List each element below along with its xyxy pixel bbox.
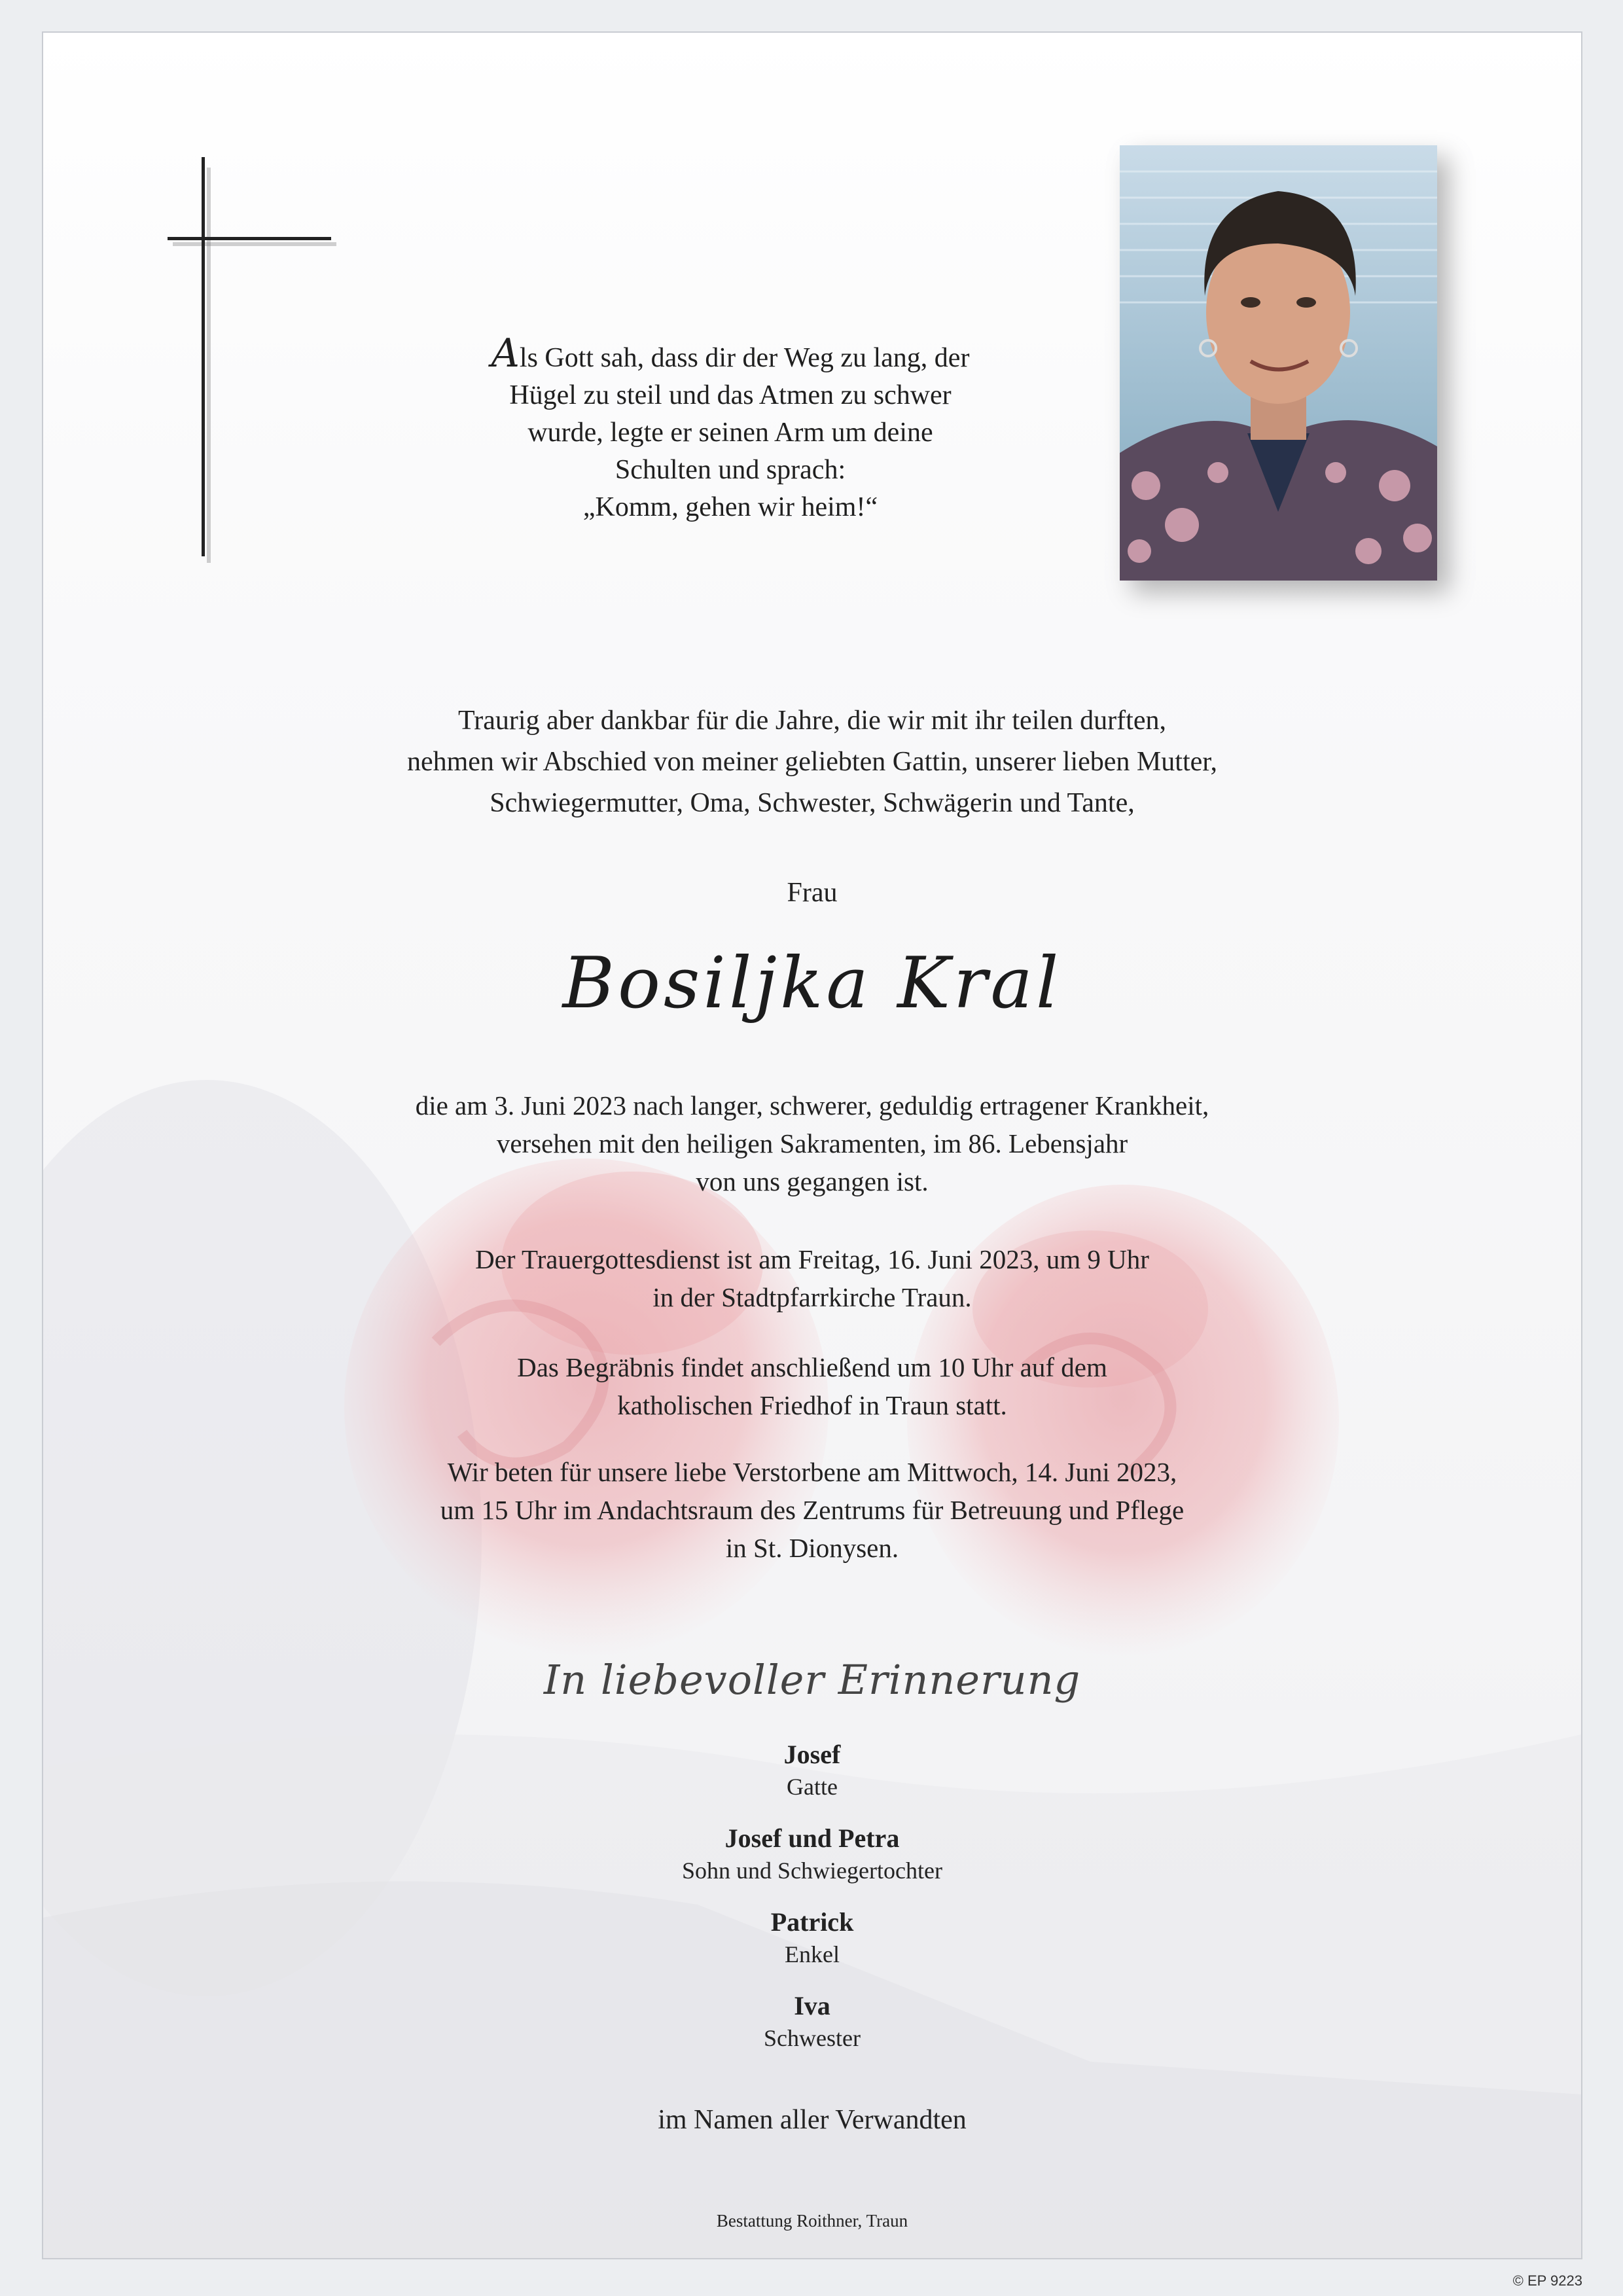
prayer-line-3: in St. Dionysen.: [725, 1533, 899, 1563]
quote-line-4: Schulten und sprach:: [615, 455, 846, 485]
print-code: © EP 9223: [1512, 2272, 1582, 2289]
mourner-relation: Enkel: [785, 1941, 840, 1967]
mourner-entry: [43, 1738, 1581, 1802]
mourners-list: [43, 1738, 1581, 2073]
quote-line-2: Hügel zu steil und das Atmen zu schwer: [509, 380, 952, 410]
mourner-name: Josef: [783, 1740, 841, 1769]
funeral-home: Bestattung Roithner, Traun: [716, 2211, 908, 2231]
funeral-mass: [43, 1240, 1581, 1316]
mourner-name: Iva: [794, 1991, 830, 2020]
intro-line-2: nehmen wir Abschied von meiner geliebten Gattin, unserer lieben Mutter,: [406, 747, 1218, 777]
quote-line-5: „Komm, gehen wir heim!“: [582, 492, 878, 522]
mourner-entry: [43, 1905, 1581, 1969]
mourner-name: Josef und Petra: [724, 1823, 900, 1853]
intro-line-3: Schwiegermutter, Oma, Schwester, Schwägerin und Tante,: [490, 788, 1135, 818]
salutation: Frau: [787, 878, 838, 908]
death-notice: [43, 1086, 1581, 1200]
quote-initial: A: [491, 331, 520, 376]
quote-line-3: wurde, legte er seinen Arm um deine: [527, 418, 933, 448]
cross-icon: [168, 157, 338, 563]
mourner-name: Patrick: [770, 1907, 854, 1937]
mass-line-2: in der Stadtpfarrkirche Traun.: [652, 1282, 972, 1312]
intro-line-1: Traurig aber dankbar für die Jahre, die wir mit ihr teilen durften,: [458, 706, 1166, 736]
bible-quote: [442, 331, 1018, 526]
mourner-relation: Gatte: [787, 1774, 838, 1800]
burial-notice: [43, 1348, 1581, 1424]
prayer-line-1: Wir beten für unsere liebe Verstorbene am Mittwoch, 14. Juni 2023,: [447, 1457, 1177, 1487]
mourner-relation: Schwester: [764, 2025, 861, 2051]
prayer-notice: [43, 1453, 1581, 1567]
intro-text: [43, 700, 1581, 824]
mourner-relation: Sohn und Schwiegertochter: [682, 1857, 942, 1884]
death-line-3: von uns gegangen ist.: [696, 1166, 929, 1196]
portrait-photo: [1120, 145, 1437, 581]
mourner-entry: [43, 1821, 1581, 1886]
prayer-line-2: um 15 Uhr im Andachtsraum des Zentrums für Betreuung und Pflege: [440, 1495, 1185, 1525]
death-line-1: die am 3. Juni 2023 nach langer, schwerer, geduldig ertragener Krankheit,: [415, 1090, 1209, 1121]
closing-line: im Namen aller Verwandten: [658, 2105, 967, 2135]
obituary-sheet: [42, 31, 1582, 2259]
mass-line-1: Der Trauergottesdienst ist am Freitag, 16. Juni 2023, um 9 Uhr: [475, 1244, 1149, 1274]
burial-line-2: katholischen Friedhof in Traun statt.: [617, 1390, 1007, 1420]
mourner-entry: [43, 1989, 1581, 2053]
burial-line-1: Das Begräbnis findet anschließend um 10 Uhr auf dem: [517, 1352, 1107, 1382]
death-line-2: versehen mit den heiligen Sakramenten, im 86. Lebensjahr: [496, 1128, 1128, 1158]
memory-heading: In liebevoller Erinnerung: [543, 1656, 1081, 1704]
deceased-name: Bosiljka Kral: [562, 942, 1062, 1024]
quote-line-1: ls Gott sah, dass dir der Weg zu lang, der: [519, 343, 970, 373]
